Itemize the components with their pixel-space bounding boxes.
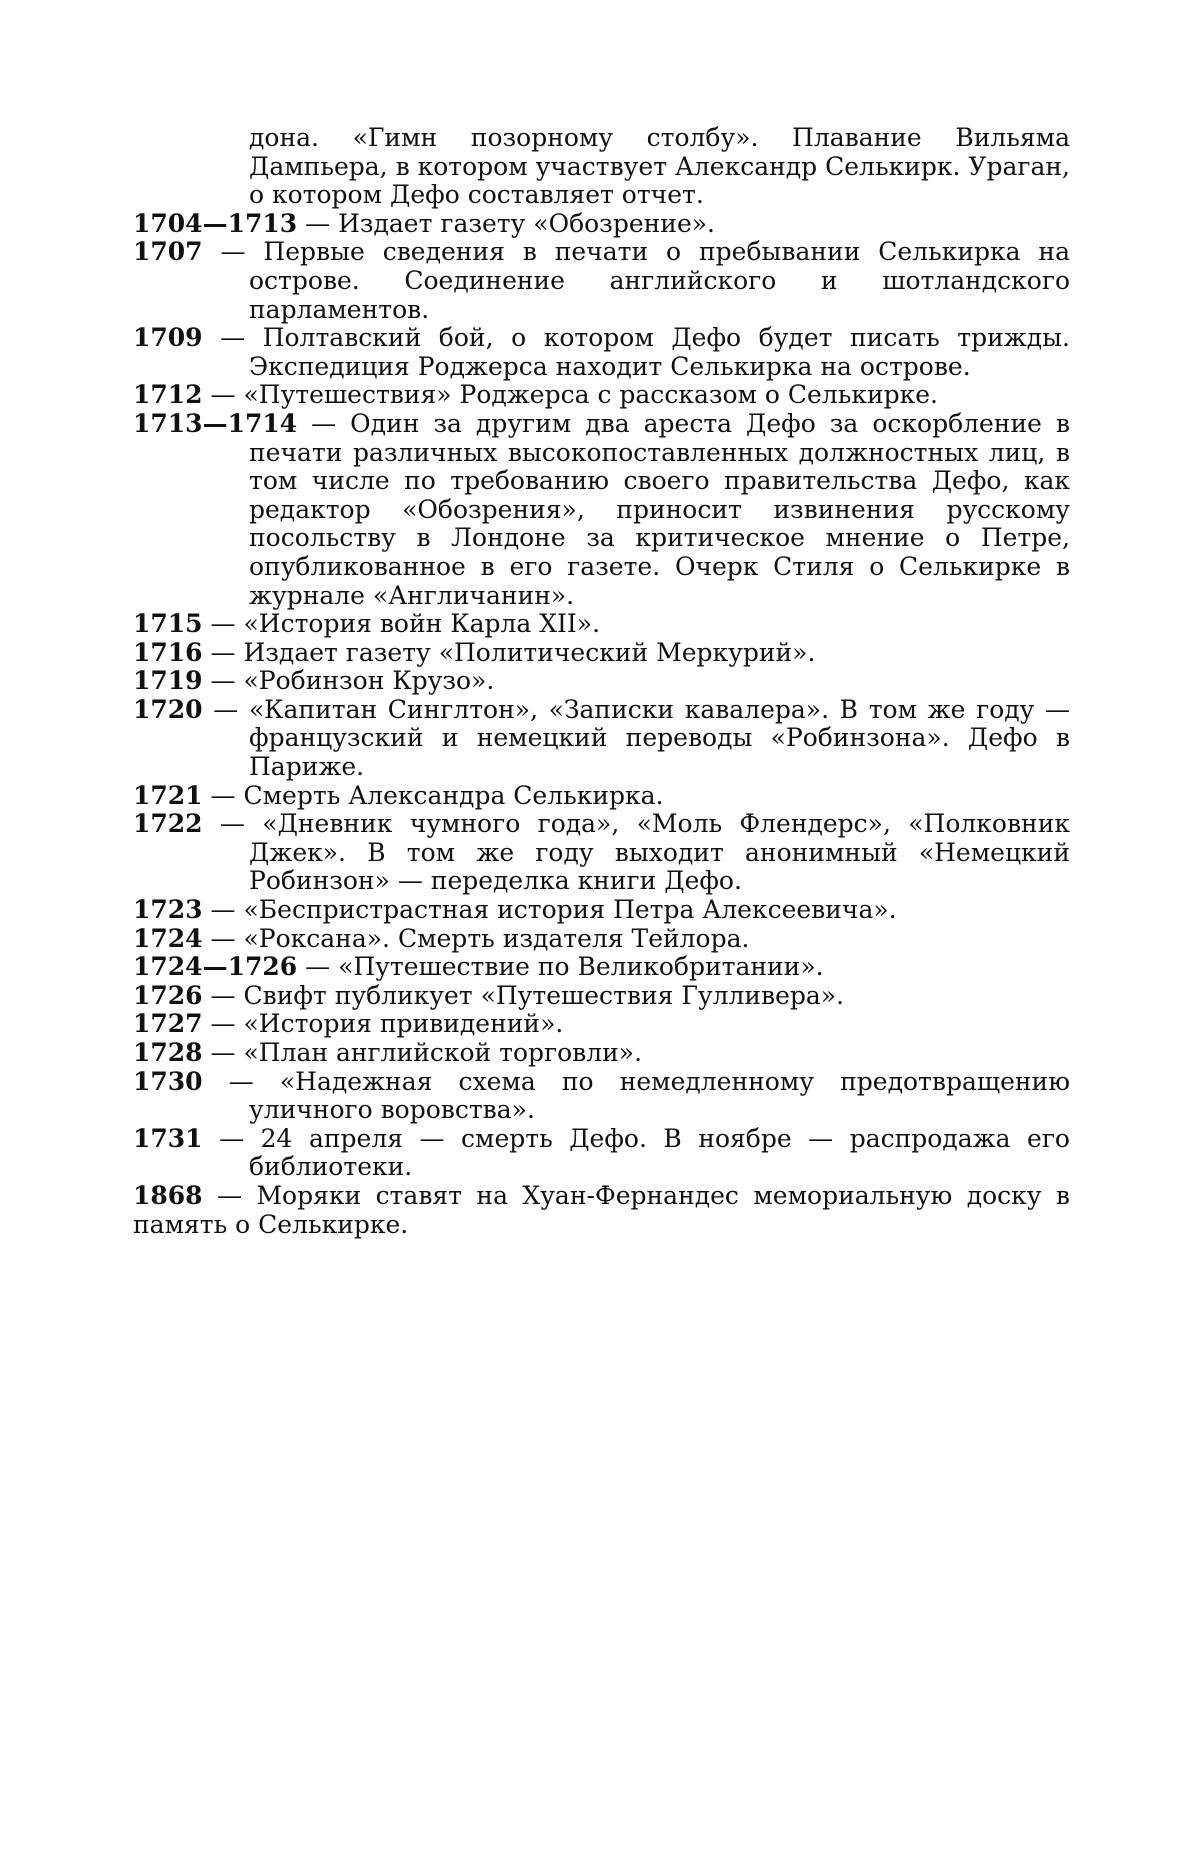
entry-year: 1731 [133,1123,203,1153]
chronology-entry [133,925,1070,954]
entry-year: 1724 [133,923,203,953]
entry-year: 1716 [133,637,203,667]
entry-text: — «Путешествие по Великобритании». [297,952,824,982]
entry-year: 1720 [133,694,203,724]
entry-text: — «Капитан Синглтон», «Записки кавалера». В том же году — французский и немецкий переводы «Робинзона». Дефо в Париже. [202,694,1070,782]
entry-year: 1707 [133,237,203,267]
entry-year: 1709 [133,323,203,353]
entry-text: — «Робинзон Крузо». [202,666,495,696]
entry-year: 1726 [133,980,203,1010]
entry-year: 1723 [133,895,203,925]
entry-year: 1730 [133,1066,203,1096]
entry-year: 1868 [133,1180,203,1210]
chronology-entry [133,953,1070,982]
chronology-entry [133,210,1070,239]
entry-text: — Полтавский бой, о котором Дефо будет писать трижды. Экспедиция Роджерса находит Селькирка на острове. [202,323,1070,381]
entry-text: — «Надежная схема по немедленному предотвращению уличного воровства». [202,1066,1070,1125]
entry-text: — 24 апреля — смерть Дефо. В ноябре — распродажа его библиотеки. [202,1123,1070,1182]
chronology-entry [133,639,1070,668]
chronology-entry [133,381,1070,410]
entry-year: 1728 [133,1038,203,1067]
entry-text: — «Роксана». Смерть издателя Тейлора. [202,923,750,953]
chronology-entry [133,1125,1070,1182]
entry-text: — «Беспристрастная история Петра Алексеевича». [202,895,897,925]
entry-text: — «Путешествия» Роджерса с рассказом о Селькирке. [202,380,938,410]
chronology-entry [133,1182,1070,1239]
entry-year: 1712 [133,380,203,410]
entry-text: — Моряки ставят на Хуан-Фернандес мемориальную доску в память о Селькирке. [133,1180,1070,1239]
chronology-entry [133,1039,1070,1068]
entry-year: 1704—1713 [133,208,298,238]
entry-text: — «План английской торговли». [202,1038,643,1067]
entry-text: дона. «Гимн позорному столбу». Плавание Вильяма Дампьера, в котором участвует Александр Селькирк. Ураган, о котором Дефо составляет отчет. [249,123,1070,210]
chronology-entry [133,896,1070,925]
entry-text: — Издает газету «Политический Меркурий». [202,637,816,667]
chronology-entry [133,696,1070,782]
chronology-entry [133,410,1070,610]
chronology-page [133,124,1070,1239]
chronology-entry [133,982,1070,1011]
entry-text: — Смерть Александра Селькирка. [202,780,664,810]
entry-year: 1715 [133,609,203,639]
entry-text: — Один за другим два ареста Дефо за оскорбление в печати различных высокопоставленных должностных лиц, в том числе по требованию своего правительства Дефо, как редактор «Обозрения», приносит извинения русскому посольству в Лондоне за критическое мнение о Петре, опубликованное в его газете. Очерк Стиля о Селькирке в журнале «Англичанин». [249,408,1070,610]
entry-year: 1727 [133,1009,203,1039]
chronology-entry [133,667,1070,696]
entry-text: — Издает газету «Обозрение». [297,208,715,238]
chronology-entry [133,782,1070,811]
chronology-entry [133,610,1070,639]
entry-year: 1722 [133,809,203,839]
entry-text: — «История привидений». [202,1009,564,1039]
entry-text: — Первые сведения в печати о пребывании Селькирка на острове. Соединение английского и шотландского парламентов. [202,237,1070,324]
entry-year: 1719 [133,666,203,696]
chronology-entry [133,238,1070,324]
entry-text: — Свифт публикует «Путешествия Гулливера». [202,980,845,1010]
entry-year: 1721 [133,780,203,810]
entry-year: 1724—1726 [133,952,298,982]
chronology-entry [133,1010,1070,1039]
chronology-entry-continuation [133,124,1070,210]
chronology-entry [133,1068,1070,1125]
chronology-entry [133,810,1070,896]
chronology-entry [133,324,1070,381]
entry-year: 1713—1714 [133,408,298,438]
entry-text: — «История войн Карла XII». [202,609,601,639]
entry-text: — «Дневник чумного года», «Моль Флендерс», «Полковник Джек». В том же году выходит анонимный «Немецкий Робинзон» — переделка книги Дефо. [202,809,1070,896]
